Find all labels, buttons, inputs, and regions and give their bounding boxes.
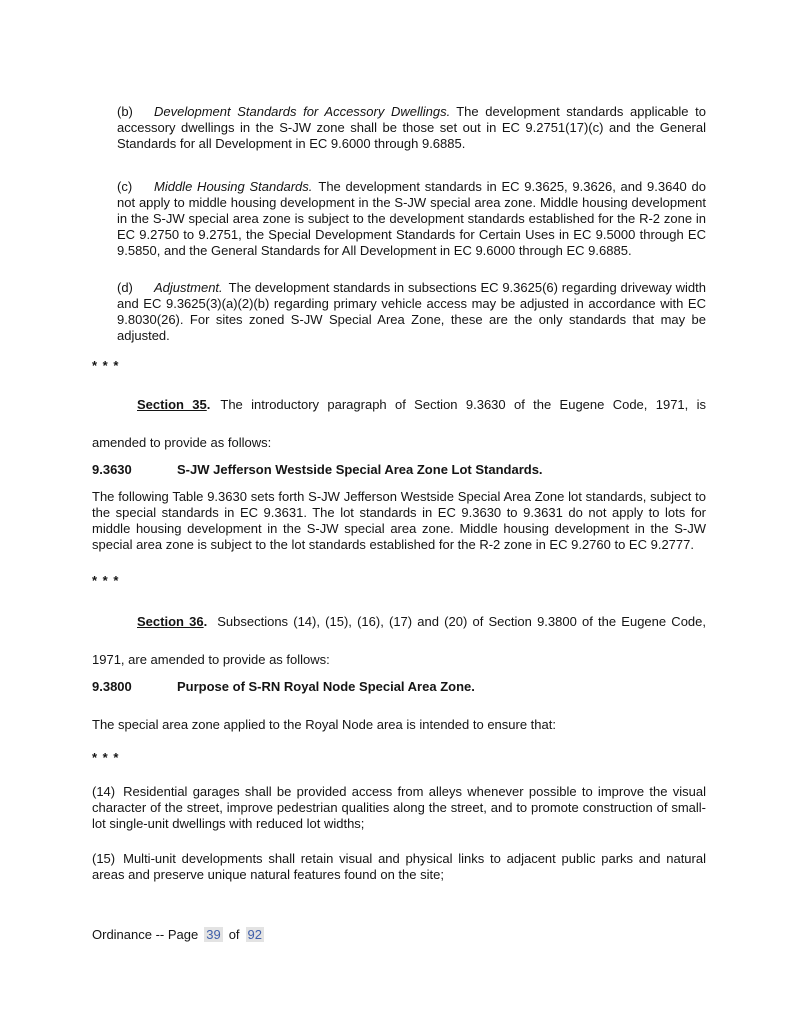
paragraph-table-9-3630: The following Table 9.3630 sets forth S-JW Jefferson Westside Special Area Zone lot standards, subject to the special standards in EC 9.3631. The lot standards in EC 9.3630 to 9.3631 do not apply to lots for middle housing development in the S-JW special area zone. Middle housing development in the S-JW special area zone is subject to the lot standards established for the R-2 zone in EC 9.2760 to EC 9.2777. <box>92 489 706 552</box>
paragraph-d-title: Adjustment. <box>154 280 223 295</box>
paragraph-b-title: Development Standards for Accessory Dwellings. <box>154 104 451 119</box>
paragraph-15-label: (15) <box>92 851 116 866</box>
paragraph-15-text: Multi-unit developments shall retain visual and physical links to adjacent public parks and natural areas and preserve unique natural features found on the site; <box>92 851 706 882</box>
heading-9-3800-number: 9.3800 <box>92 679 132 694</box>
section-35-paragraph <box>92 386 706 462</box>
paragraph-14-label: (14) <box>92 784 116 799</box>
paragraph-14-text: Residential garages shall be provided access from alleys whenever possible to improve the visual character of the street, improve pedestrian qualities along the street, and to promote construction of small-lot single-unit dwellings with reduced lot widths; <box>92 784 706 831</box>
section-36-label: Section 36 <box>137 614 204 629</box>
paragraph-royal-node: The special area zone applied to the Royal Node area is intended to ensure that: <box>92 717 556 732</box>
asterisk-separator: * * * <box>92 358 120 373</box>
paragraph-b-label: (b) <box>117 104 133 119</box>
section-36-paragraph <box>92 603 706 679</box>
footer-total-pages-field: 92 <box>247 927 263 942</box>
paragraph-15 <box>92 851 706 883</box>
paragraph-d-label: (d) <box>117 280 133 295</box>
paragraph-14 <box>92 784 706 832</box>
section-35-period: . <box>206 397 211 412</box>
paragraph-d <box>117 280 706 344</box>
section-36-text: Subsections (14), (15), (16), (17) and (20) of Section 9.3800 of the Eugene Code, 1971, are amended to provide as follows: <box>92 614 707 667</box>
heading-9-3630 <box>92 462 706 478</box>
section-36-period: . <box>203 614 208 629</box>
paragraph-b <box>117 104 706 152</box>
heading-9-3630-number: 9.3630 <box>92 462 132 477</box>
heading-9-3800-title: Purpose of S-RN Royal Node Special Area Zone. <box>177 679 475 694</box>
asterisk-separator: * * * <box>92 750 120 765</box>
page-footer <box>92 927 706 943</box>
section-35-label: Section 35 <box>137 397 207 412</box>
section-35-text: The introductory paragraph of Section 9.3630 of the Eugene Code, 1971, is amended to provide as follows: <box>92 397 706 450</box>
heading-9-3800 <box>92 679 706 695</box>
paragraph-c <box>117 179 706 259</box>
heading-9-3630-title: S-JW Jefferson Westside Special Area Zone Lot Standards. <box>177 462 543 477</box>
paragraph-c-text: The development standards in EC 9.3625, 9.3626, and 9.3640 do not apply to middle housing development in the S-JW special area zone. Middle housing development in the S-JW special area zone is subject to the development standards established for the R-2 zone in EC 9.2750 to 9.2751, the Special Development Standards for Certain Uses in EC 9.5000 through EC 9.5850, and the General Standards for All Development in EC 9.6000 through EC 9.6885. <box>117 179 706 258</box>
footer-prefix: Ordinance -- Page <box>92 927 199 942</box>
paragraph-b-text: The development standards applicable to accessory dwellings in the S-JW zone shall be those set out in EC 9.2751(17)(c) and the General Standards for all Development in EC 9.6000 through 9.6885. <box>117 104 706 151</box>
paragraph-d-text: The development standards in subsections EC 9.3625(6) regarding driveway width and EC 9.3625(3)(a)(2)(b) regarding primary vehicle access may be adjusted in accordance with EC 9.8030(26). For sites zoned S-JW Special Area Zone, these are the only standards that may be adjusted. <box>117 280 706 343</box>
asterisk-separator: * * * <box>92 573 120 588</box>
footer-page-number-field: 39 <box>206 927 221 942</box>
footer-of-label: of <box>228 927 240 942</box>
paragraph-c-label: (c) <box>117 179 133 194</box>
paragraph-c-title: Middle Housing Standards. <box>154 179 313 194</box>
